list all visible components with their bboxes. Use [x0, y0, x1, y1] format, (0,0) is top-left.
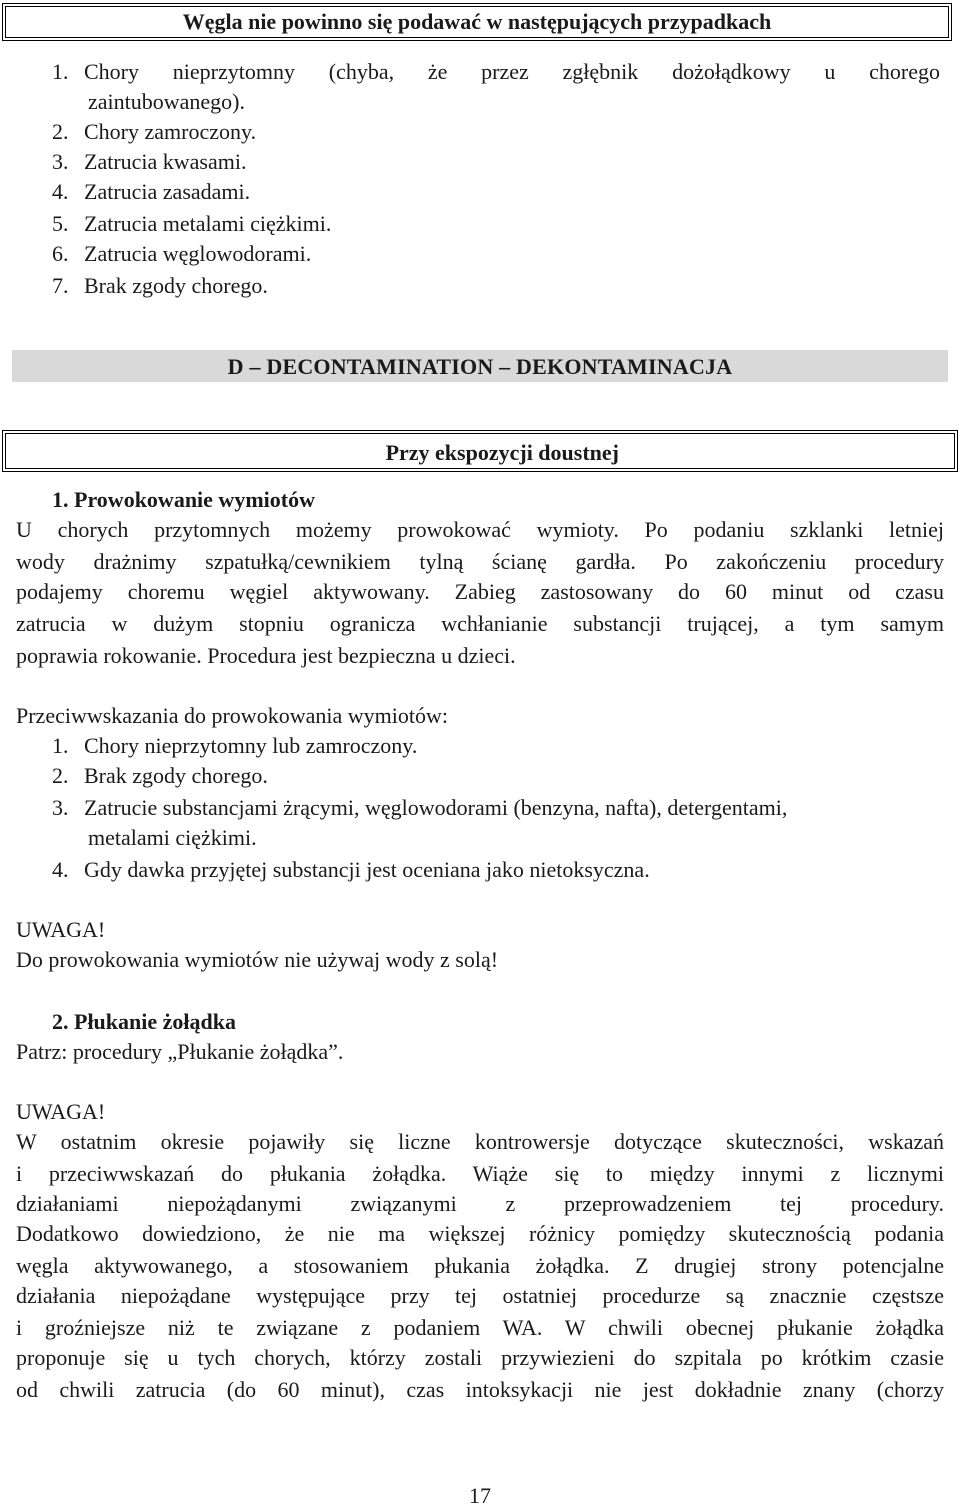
list-text: Chory nieprzytomny lub zamroczony.: [84, 733, 418, 758]
paragraph-line: zatrucia w dużym stopniu ogranicza wchłanianie substancji trującej, a tym samym: [16, 611, 944, 636]
list-number: 2.: [52, 119, 69, 144]
list-number: 3.: [52, 795, 69, 820]
paragraph-line: poprawia rokowanie. Procedura jest bezpieczna u dzieci.: [16, 643, 516, 668]
warning-label: UWAGA!: [16, 1099, 106, 1124]
list-text: Chory zamroczony.: [84, 119, 257, 144]
list-text: Zatrucia węglowodorami.: [84, 241, 312, 266]
box-title: Węgla nie powinno się podawać w następujących przypadkach: [2, 3, 952, 41]
warning-text: Do prowokowania wymiotów nie używaj wody z solą!: [16, 947, 499, 972]
list-continuation: metalami ciężkimi.: [88, 825, 257, 850]
list-text: Chory nieprzytomny (chyba, że przez zgłębnik dożołądkowy u chorego: [84, 59, 940, 84]
list-item: [52, 732, 417, 760]
lavage-reference: Patrz: procedury „Płukanie żołądka”.: [16, 1039, 344, 1064]
list-item: [52, 210, 331, 238]
list-item: [52, 58, 944, 86]
paragraph-line: i przeciwwskazań do płukania żołądka. Wiąże się to między innymi z licznymi: [16, 1161, 944, 1186]
list-text: Zatrucia zasadami.: [84, 179, 251, 204]
list-text: Zatrucia kwasami.: [84, 149, 247, 174]
list-continuation: zaintubowanego).: [88, 89, 245, 114]
paragraph-line: i groźniejsze niż te związane z podaniem WA. W chwili obecnej płukanie żołądka: [16, 1315, 944, 1340]
section-heading: D – DECONTAMINATION – DEKONTAMINACJA: [12, 350, 948, 382]
list-text: Brak zgody chorego.: [84, 763, 268, 788]
list-text: Zatrucia metalami ciężkimi.: [84, 211, 332, 236]
list-text: Gdy dawka przyjętej substancji jest oceniana jako nietoksyczna.: [84, 857, 650, 882]
list-item: [52, 178, 250, 206]
subheading-box: [2, 430, 958, 472]
lavage-heading: 2. Płukanie żołądka: [52, 1009, 236, 1034]
list-text: Zatrucie substancjami żrącymi, węglowodorami (benzyna, nafta), detergentami,: [84, 795, 788, 820]
warning-label: UWAGA!: [16, 917, 106, 942]
subheading-text: Przy ekspozycji doustnej: [385, 440, 619, 465]
list-text: Brak zgody chorego.: [84, 273, 268, 298]
page-number: 17: [469, 1483, 491, 1508]
paragraph-line: Dodatkowo dowiedziono, że nie ma większej różnicy pomiędzy skutecznością podania: [16, 1221, 944, 1246]
paragraph-line: działaniami niepożądanymi związanymi z przeprowadzeniem tej procedury.: [16, 1191, 944, 1216]
list-item: [52, 118, 256, 146]
list-item: [52, 272, 268, 300]
paragraph-line: podajemy choremu węgiel aktywowany. Zabieg zastosowany do 60 minut od czasu: [16, 579, 944, 604]
paragraph-line: W ostatnim okresie pojawiły się liczne kontrowersje dotyczące skuteczności, wskazań: [16, 1129, 944, 1154]
paragraph-line: wody drażnimy szpatułką/cewnikiem tylną ścianę gardła. Po zakończeniu procedury: [16, 549, 944, 574]
list-item: [52, 148, 247, 176]
paragraph-line: od chwili zatrucia (do 60 minut), czas intoksykacji nie jest dokładnie znany (chorzy: [16, 1377, 944, 1402]
paragraph-line: proponuje się u tych chorych, którzy zostali przywiezieni do szpitala po krótkim czasie: [16, 1345, 944, 1370]
paragraph-line: węgla aktywowanego, a stosowaniem płukania żołądka. Z drugiej strony potencjalne: [16, 1253, 944, 1278]
list-item: [52, 240, 311, 268]
list-number: 2.: [52, 763, 69, 788]
list-number: 4.: [52, 857, 69, 882]
contra-heading: Przeciwwskazania do prowokowania wymiotów:: [16, 703, 448, 728]
list-number: 6.: [52, 241, 69, 266]
list-number: 1.: [52, 733, 69, 758]
list-item: [52, 856, 650, 884]
list-number: 3.: [52, 149, 69, 174]
paragraph-line: działania niepożądane występujące przy tej ostatniej procedurze są znacznie częstsze: [16, 1283, 944, 1308]
emesis-heading: 1. Prowokowanie wymiotów: [52, 487, 315, 512]
list-item: [52, 794, 787, 822]
list-number: 5.: [52, 211, 69, 236]
list-number: 1.: [52, 59, 69, 84]
list-item: [52, 762, 268, 790]
list-number: 7.: [52, 273, 69, 298]
list-number: 4.: [52, 179, 69, 204]
paragraph-line: U chorych przytomnych możemy prowokować wymioty. Po podaniu szklanki letniej: [16, 517, 944, 542]
